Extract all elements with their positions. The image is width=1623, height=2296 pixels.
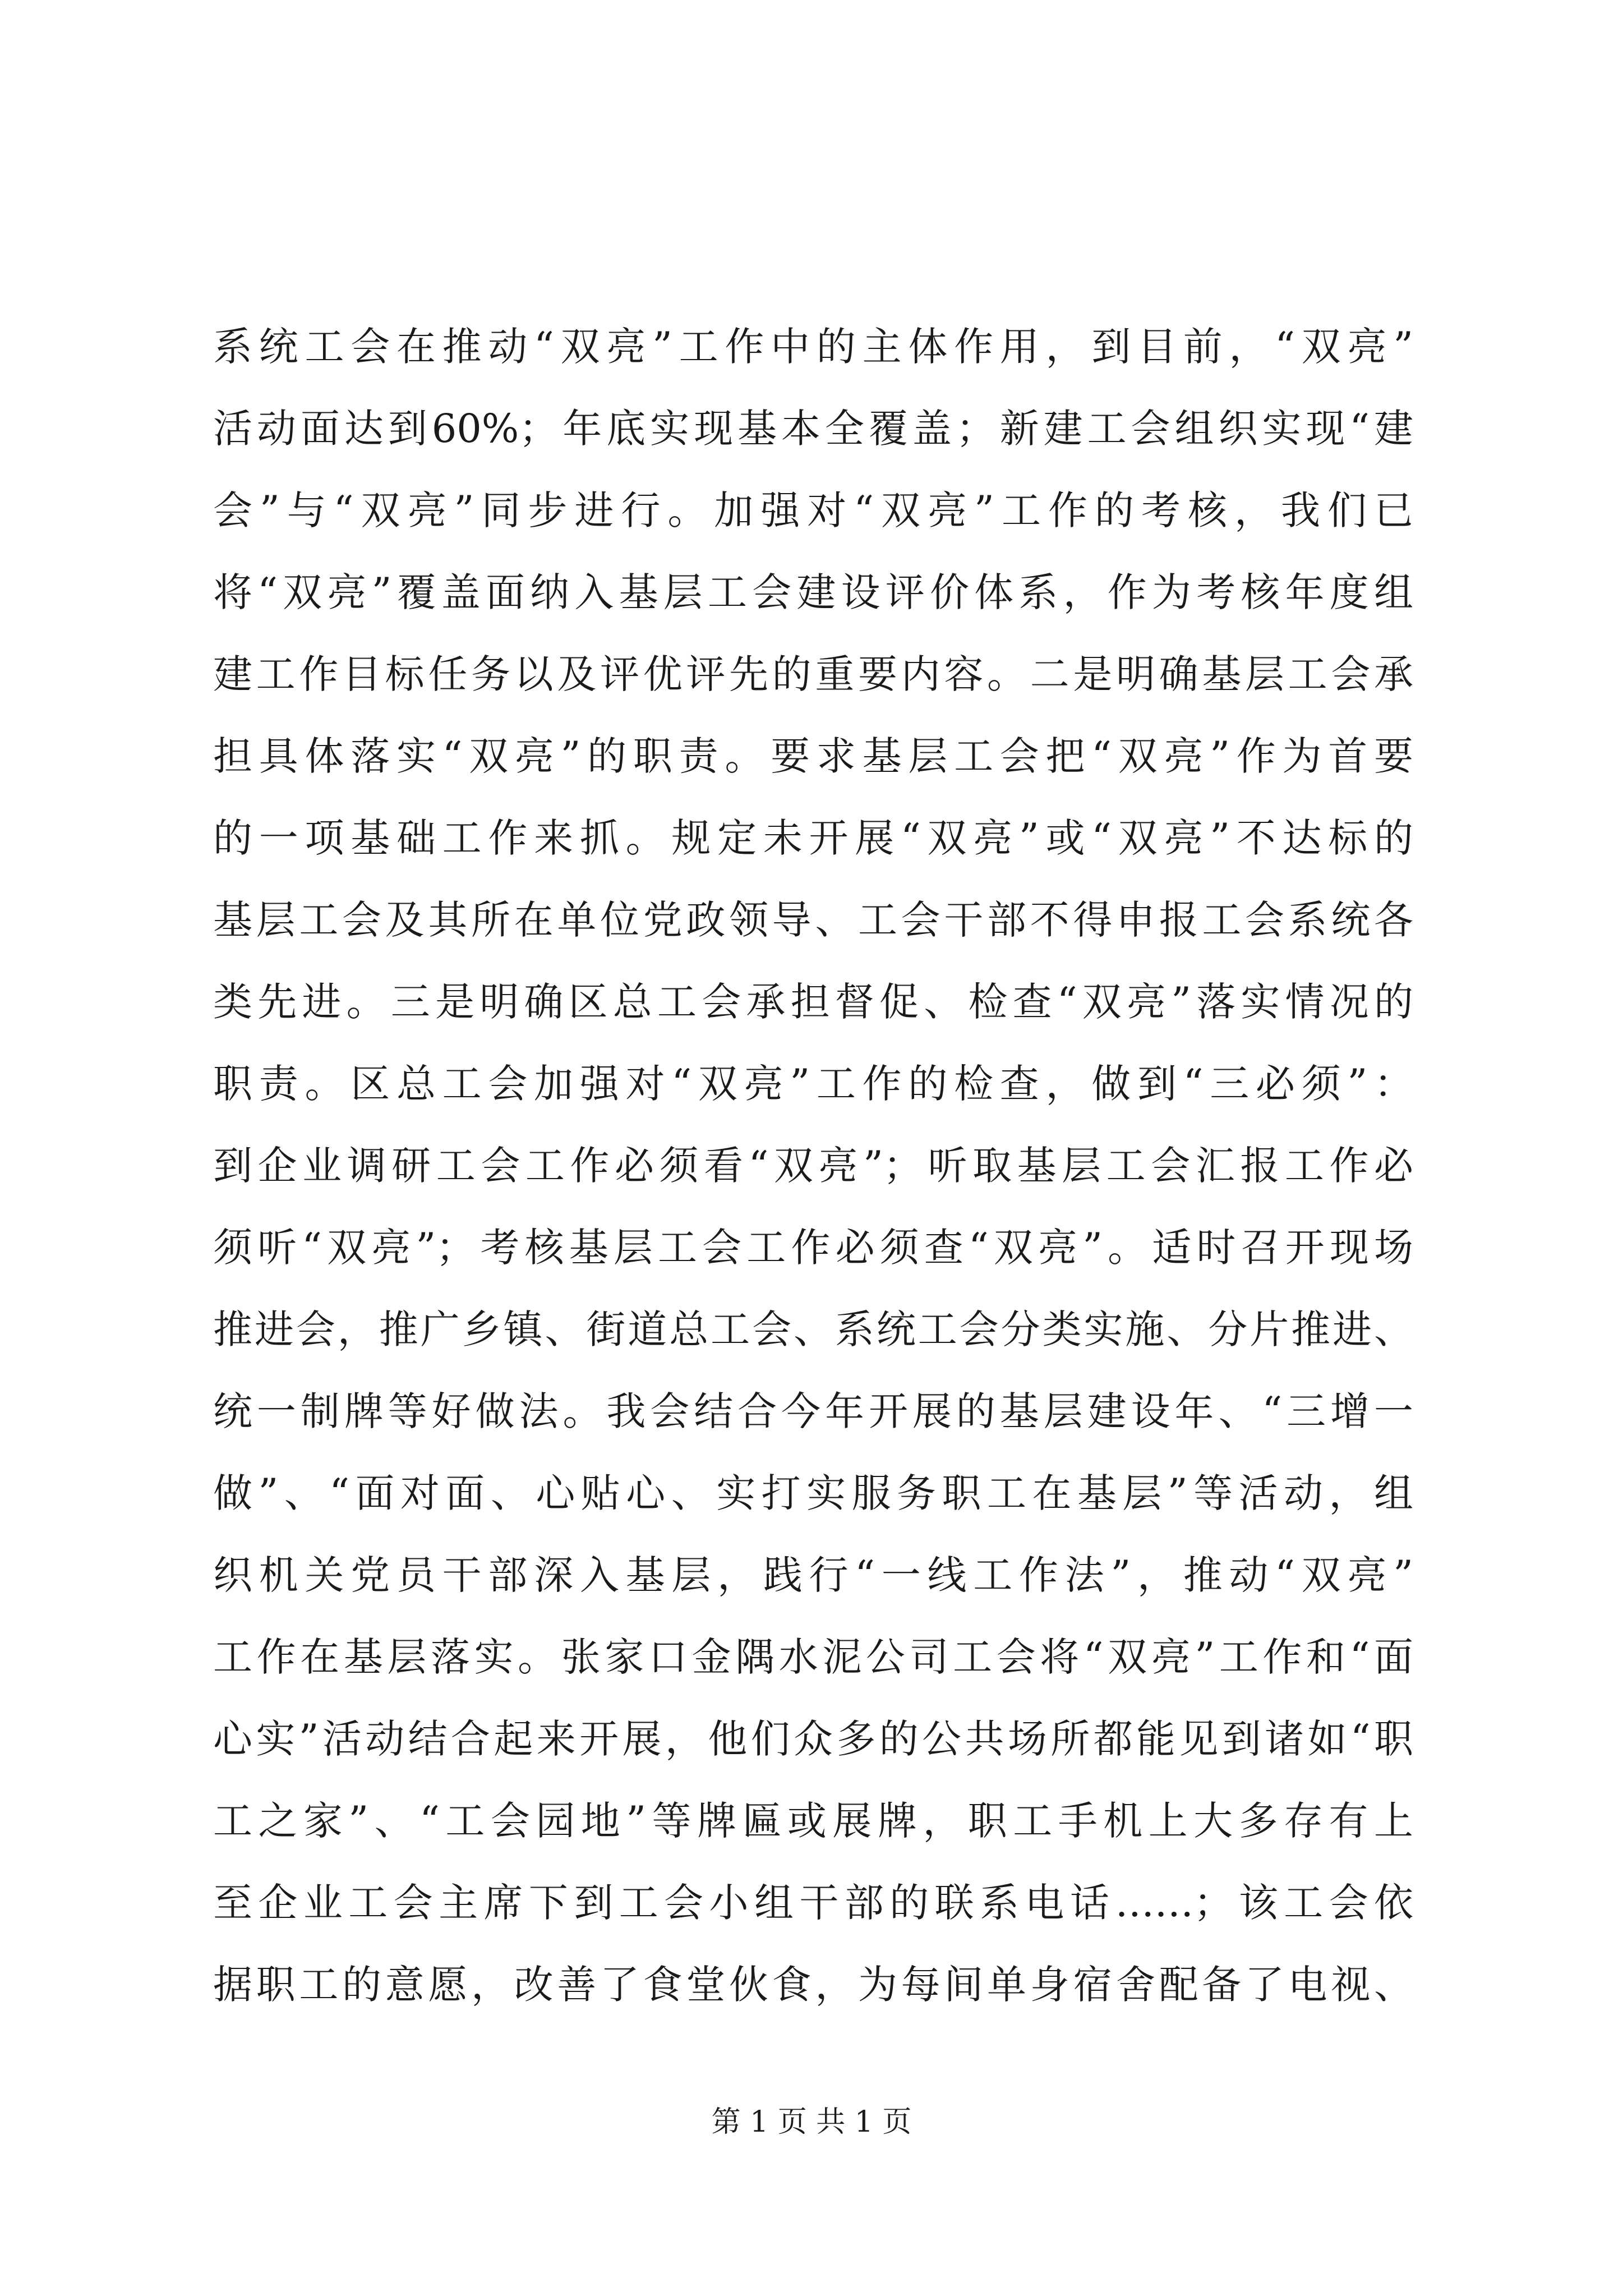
text-line: 心实”活动结合起来开展，他们众多的公共场所都能见到诸如“职 xyxy=(213,1716,1413,1762)
text-line: 会”与“双亮”同步进行。加强对“双亮”工作的考核，我们已 xyxy=(213,487,1413,533)
page-number-label: 第 1 页 共 1 页 xyxy=(711,2105,912,2139)
text-line: 活动面达到60%；年底实现基本全覆盖；新建工会组织实现“建 xyxy=(213,406,1413,452)
text-line: 建工作目标任务以及评优评先的重要内容。二是明确基层工会承 xyxy=(213,651,1413,697)
text-line: 到企业调研工会工作必须看“双亮”；听取基层工会汇报工作必 xyxy=(213,1143,1413,1189)
text-line: 系统工会在推动“双亮”工作中的主体作用，到目前，“双亮” xyxy=(213,324,1413,370)
text-line: 织机关党员干部深入基层，践行“一线工作法”，推动“双亮” xyxy=(213,1552,1413,1598)
text-line: 做”、“面对面、心贴心、实打实服务职工在基层”等活动，组 xyxy=(213,1470,1413,1516)
text-line: 类先进。三是明确区总工会承担督促、检查“双亮”落实情况的 xyxy=(213,979,1413,1025)
text-line: 担具体落实“双亮”的职责。要求基层工会把“双亮”作为首要 xyxy=(213,733,1413,779)
text-line: 基层工会及其所在单位党政领导、工会干部不得申报工会系统各 xyxy=(213,897,1413,943)
text-line: 工之家”、“工会园地”等牌匾或展牌，职工手机上大多存有上 xyxy=(213,1798,1413,1844)
text-line: 职责。区总工会加强对“双亮”工作的检查，做到“三必须”： xyxy=(213,1061,1413,1107)
page-footer xyxy=(0,2102,1623,2142)
text-line: 工作在基层落实。张家口金隅水泥公司工会将“双亮”工作和“面 xyxy=(213,1634,1413,1680)
text-line: 的一项基础工作来抓。规定未开展“双亮”或“双亮”不达标的 xyxy=(213,815,1413,861)
body-paragraph xyxy=(213,306,1413,2026)
text-line: 至企业工会主席下到工会小组干部的联系电话……；该工会依 xyxy=(213,1880,1413,1926)
text-line: 将“双亮”覆盖面纳入基层工会建设评价体系，作为考核年度组 xyxy=(213,569,1413,615)
text-line: 据职工的意愿，改善了食堂伙食，为每间单身宿舍配备了电视、 xyxy=(213,1962,1413,2008)
text-line: 推进会，推广乡镇、街道总工会、系统工会分类实施、分片推进、 xyxy=(213,1306,1413,1352)
text-line: 统一制牌等好做法。我会结合今年开展的基层建设年、“三增一 xyxy=(213,1388,1413,1434)
text-line: 须听“双亮”；考核基层工会工作必须查“双亮”。适时召开现场 xyxy=(213,1225,1413,1271)
